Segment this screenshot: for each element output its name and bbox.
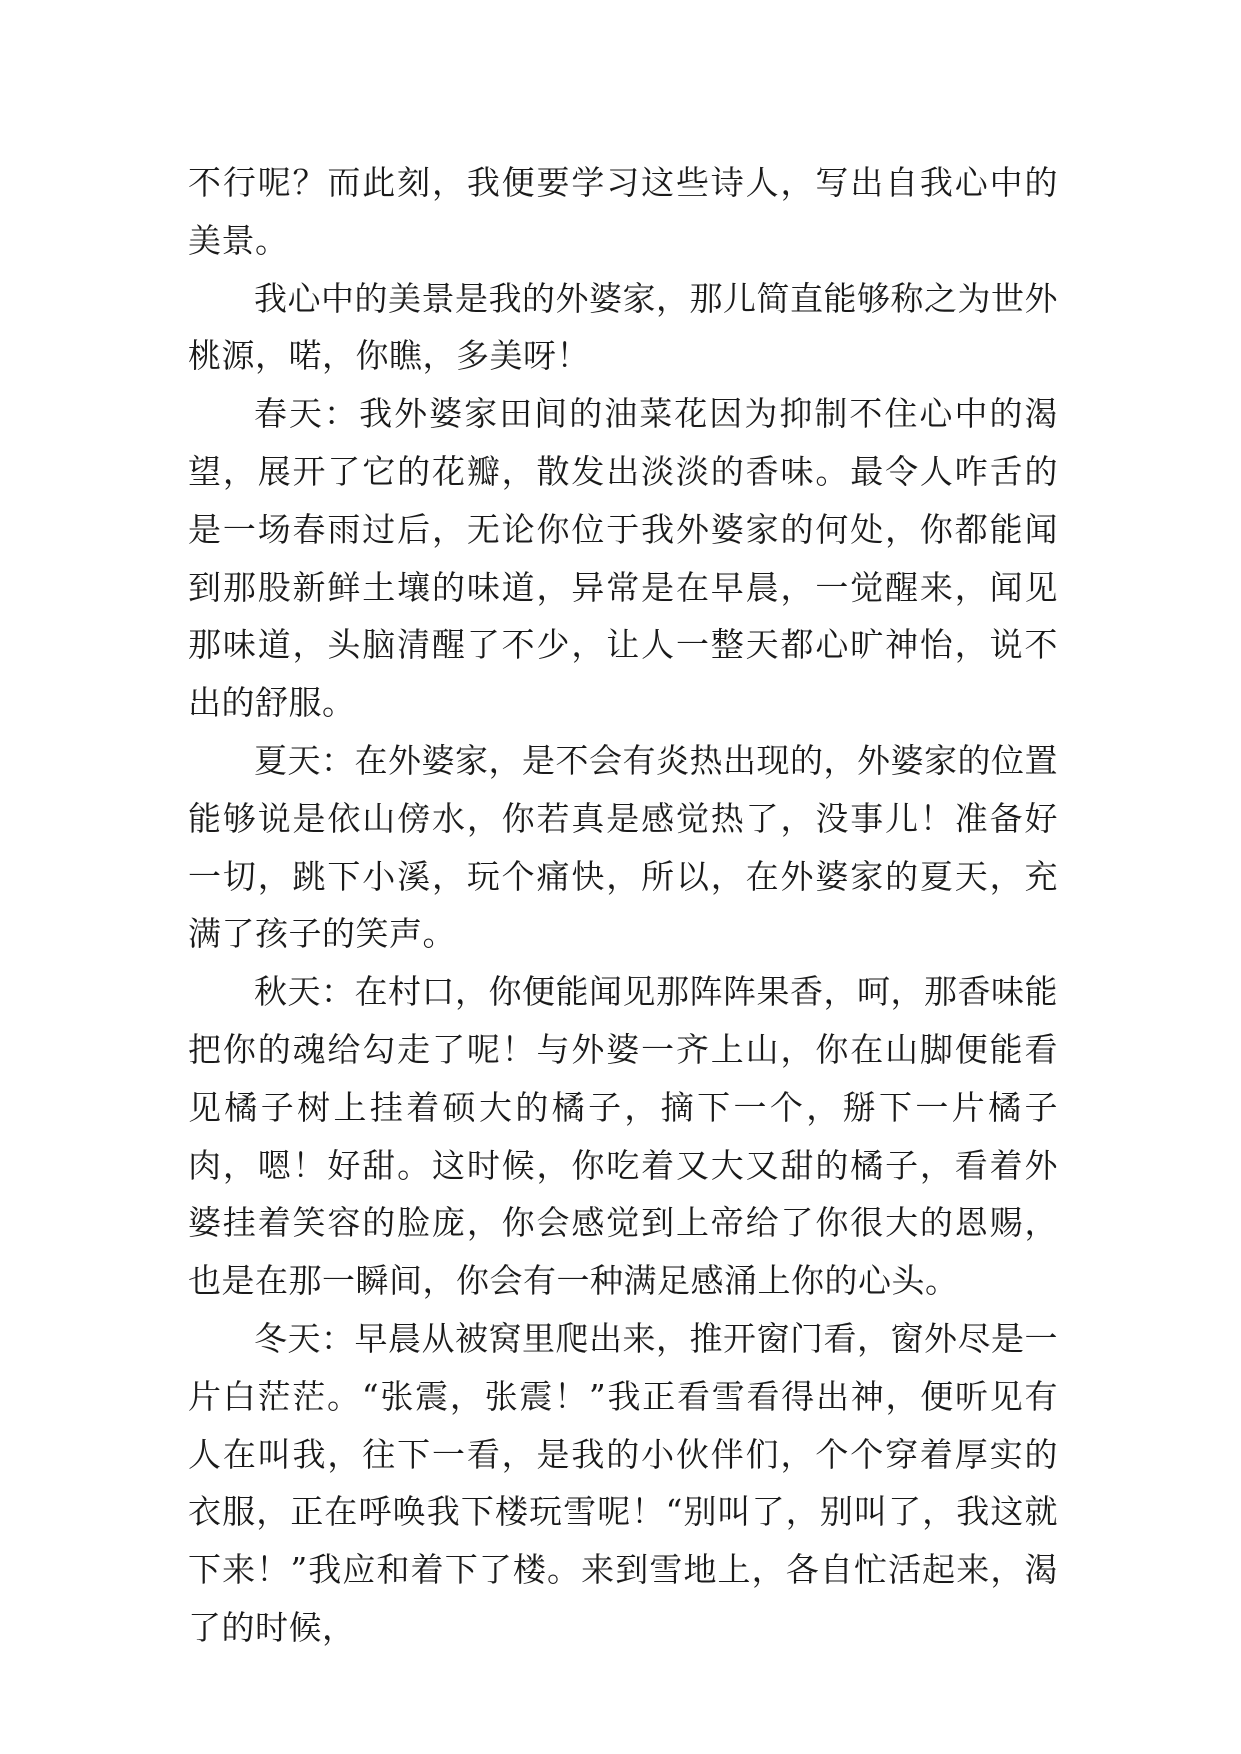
paragraph-intro: 我心中的美景是我的外婆家，那儿简直能够称之为世外桃源，喏，你瞧，多美呀！ xyxy=(188,278,1058,376)
paragraph-winter: 冬天：早晨从被窝里爬出来，推开窗门看，窗外尽是一片白茫茫。“张震，张震！”我正看雪看得出神，便听见有人在叫我，往下一看，是我的小伙伴们，个个穿着厚实的衣服，正在呼唤我下楼玩雪呢！“别叫了，别叫了，我这就下来！”我应和着下了楼。来到雪地上，各自忙活起来，渴了的时候， xyxy=(188,1318,1058,1647)
document-body xyxy=(188,154,1058,1657)
paragraph-autumn: 秋天：在村口，你便能闻见那阵阵果香，呵，那香味能把你的魂给勾走了呢！与外婆一齐上山，你在山脚便能看见橘子树上挂着硕大的橘子，摘下一个，掰下一片橘子肉，嗯！好甜。这时候，你吃着又大又甜的橘子，看着外婆挂着笑容的脸庞，你会感觉到上帝给了你很大的恩赐，也是在那一瞬间，你会有一种满足感涌上你的心头。 xyxy=(188,972,1058,1301)
paragraph-summer: 夏天：在外婆家，是不会有炎热出现的，外婆家的位置能够说是依山傍水，你若真是感觉热了，没事儿！准备好一切，跳下小溪，玩个痛快，所以，在外婆家的夏天，充满了孩子的笑声。 xyxy=(188,740,1058,954)
paragraph-spring: 春天：我外婆家田间的油菜花因为抑制不住心中的渴望，展开了它的花瓣，散发出淡淡的香味。最令人咋舌的是一场春雨过后，无论你位于我外婆家的何处，你都能闻到那股新鲜土壤的味道，异常是在早晨，一觉醒来，闻见那味道，头脑清醒了不少，让人一整天都心旷神怡，说不出的舒服。 xyxy=(188,394,1058,723)
paragraph-continuation: 不行呢？而此刻，我便要学习这些诗人，写出自我心中的美景。 xyxy=(188,163,1058,260)
